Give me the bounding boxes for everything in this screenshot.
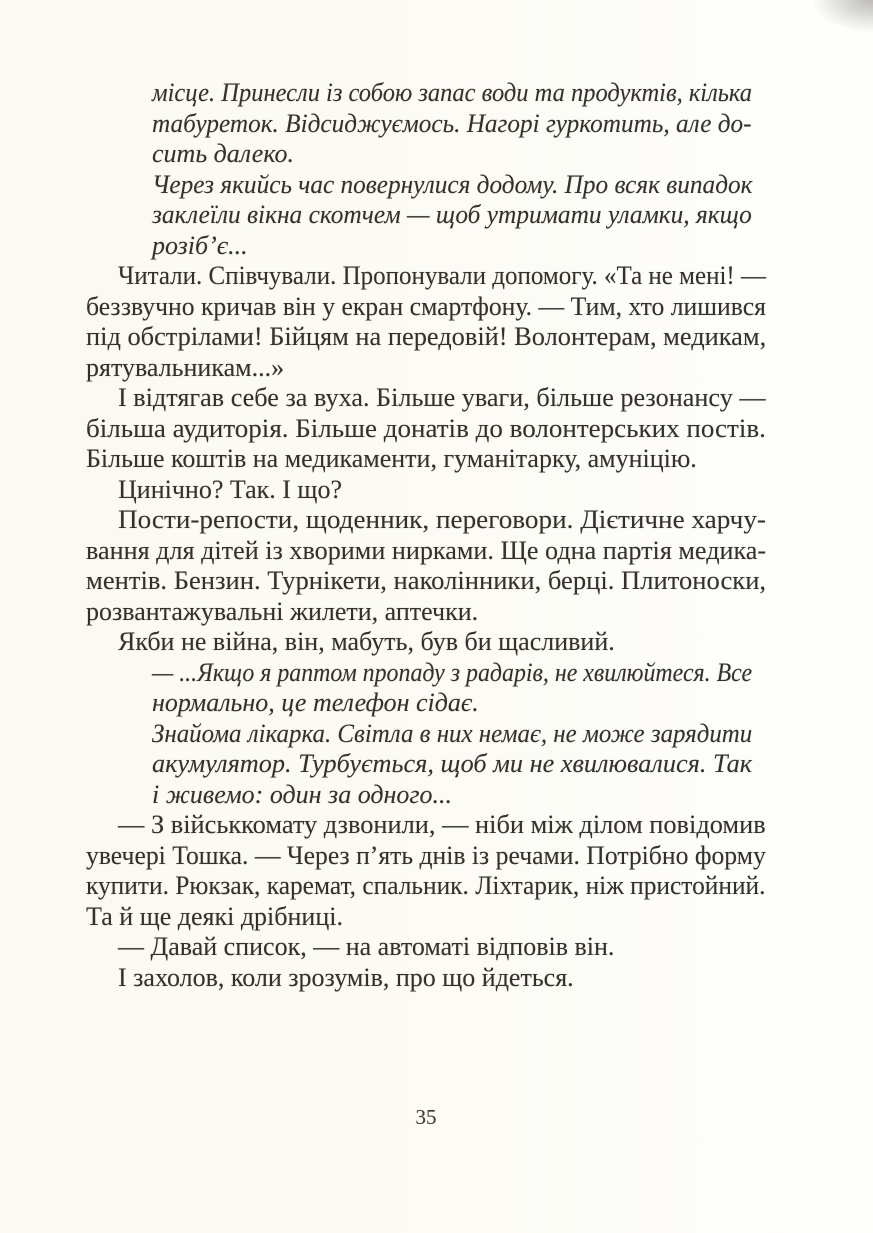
text-line: нормально, це телефон сідає. xyxy=(152,688,479,717)
text-line: Знайома лікарка. Світла в них немає, не може зарядити xyxy=(152,718,753,748)
text-line: — Давай список, — на автоматі відповів він. xyxy=(118,932,615,961)
text-line: під обстрілами! Бійцям на передовій! Волонтерам, медикам, xyxy=(86,322,767,351)
text-line: і живемо: один за одного... xyxy=(152,779,453,809)
quote-block xyxy=(152,658,752,811)
body-block xyxy=(86,261,766,658)
text-line: табуреток. Відсиджуємось. Нагорі гуркотить, але до- xyxy=(152,108,752,138)
text-line: І відтягав себе за вуха. Більше уваги, більше резонансу — xyxy=(118,383,766,412)
scan-corner-shadow xyxy=(733,0,873,70)
text-line: розвантажувальні жилети, аптечки. xyxy=(86,596,479,626)
text-line: ментів. Бензин. Турнікети, наколінники, берці. Плитоноски, xyxy=(86,566,767,595)
text-line: купити. Рюкзак, каремат, спальник. Ліхтарик, ніж пристойний. xyxy=(86,871,766,900)
text-line: Цинічно? Так. І що? xyxy=(118,474,342,504)
text-line: увечері Тошка. — Через п’ять днів із речами. Потрібно форму xyxy=(86,840,766,870)
text-line: заклеїли вікна скотчем — щоб утримати уламки, якщо xyxy=(152,200,752,229)
text-line: — З військкомату дзвонили, — ніби між ділом повідомив xyxy=(118,810,766,839)
body-block xyxy=(86,810,766,993)
text-line: сить далеко. xyxy=(152,139,294,168)
text-line: місце. Принесли із собою запас води та продуктів, кілька xyxy=(152,78,752,107)
text-line: Якби не війна, він, мабуть, був би щасливий. xyxy=(118,627,615,656)
text-line: вання для дітей із хворими нирками. Ще одна партія медика- xyxy=(86,535,767,565)
text-line: більша аудиторія. Більше донатів до волонтерських постів. xyxy=(86,413,766,443)
text-line: акумулятор. Турбується, щоб ми не хвилювалися. Так xyxy=(152,749,753,778)
quote-block xyxy=(152,78,752,261)
text-line: Пости-репости, щоденник, переговори. Дієтичне харчу- xyxy=(118,505,766,534)
text-line: І захолов, коли зрозумів, про що йдеться. xyxy=(118,962,574,992)
text-line: рятувальникам...» xyxy=(86,352,285,382)
text-line: беззвучно кричав він у екран смартфону. — Тим, хто лишився xyxy=(86,291,766,321)
page-text xyxy=(86,78,766,993)
text-line: Та й ще деякі дрібниці. xyxy=(86,901,343,931)
text-line: Через якийсь час повернулися додому. Про всяк випадок xyxy=(152,169,753,199)
page-number: 35 xyxy=(415,1105,437,1129)
text-line: Читали. Співчували. Пропонували допомогу. «Та не мені! — xyxy=(118,261,766,290)
text-line: Більше коштів на медикаменти, гуманітарку, амуніцію. xyxy=(86,444,697,473)
text-line: розіб’є... xyxy=(152,230,248,260)
text-line: — ...Якщо я раптом пропаду з радарів, не хвилюйтеся. Все xyxy=(152,657,753,687)
